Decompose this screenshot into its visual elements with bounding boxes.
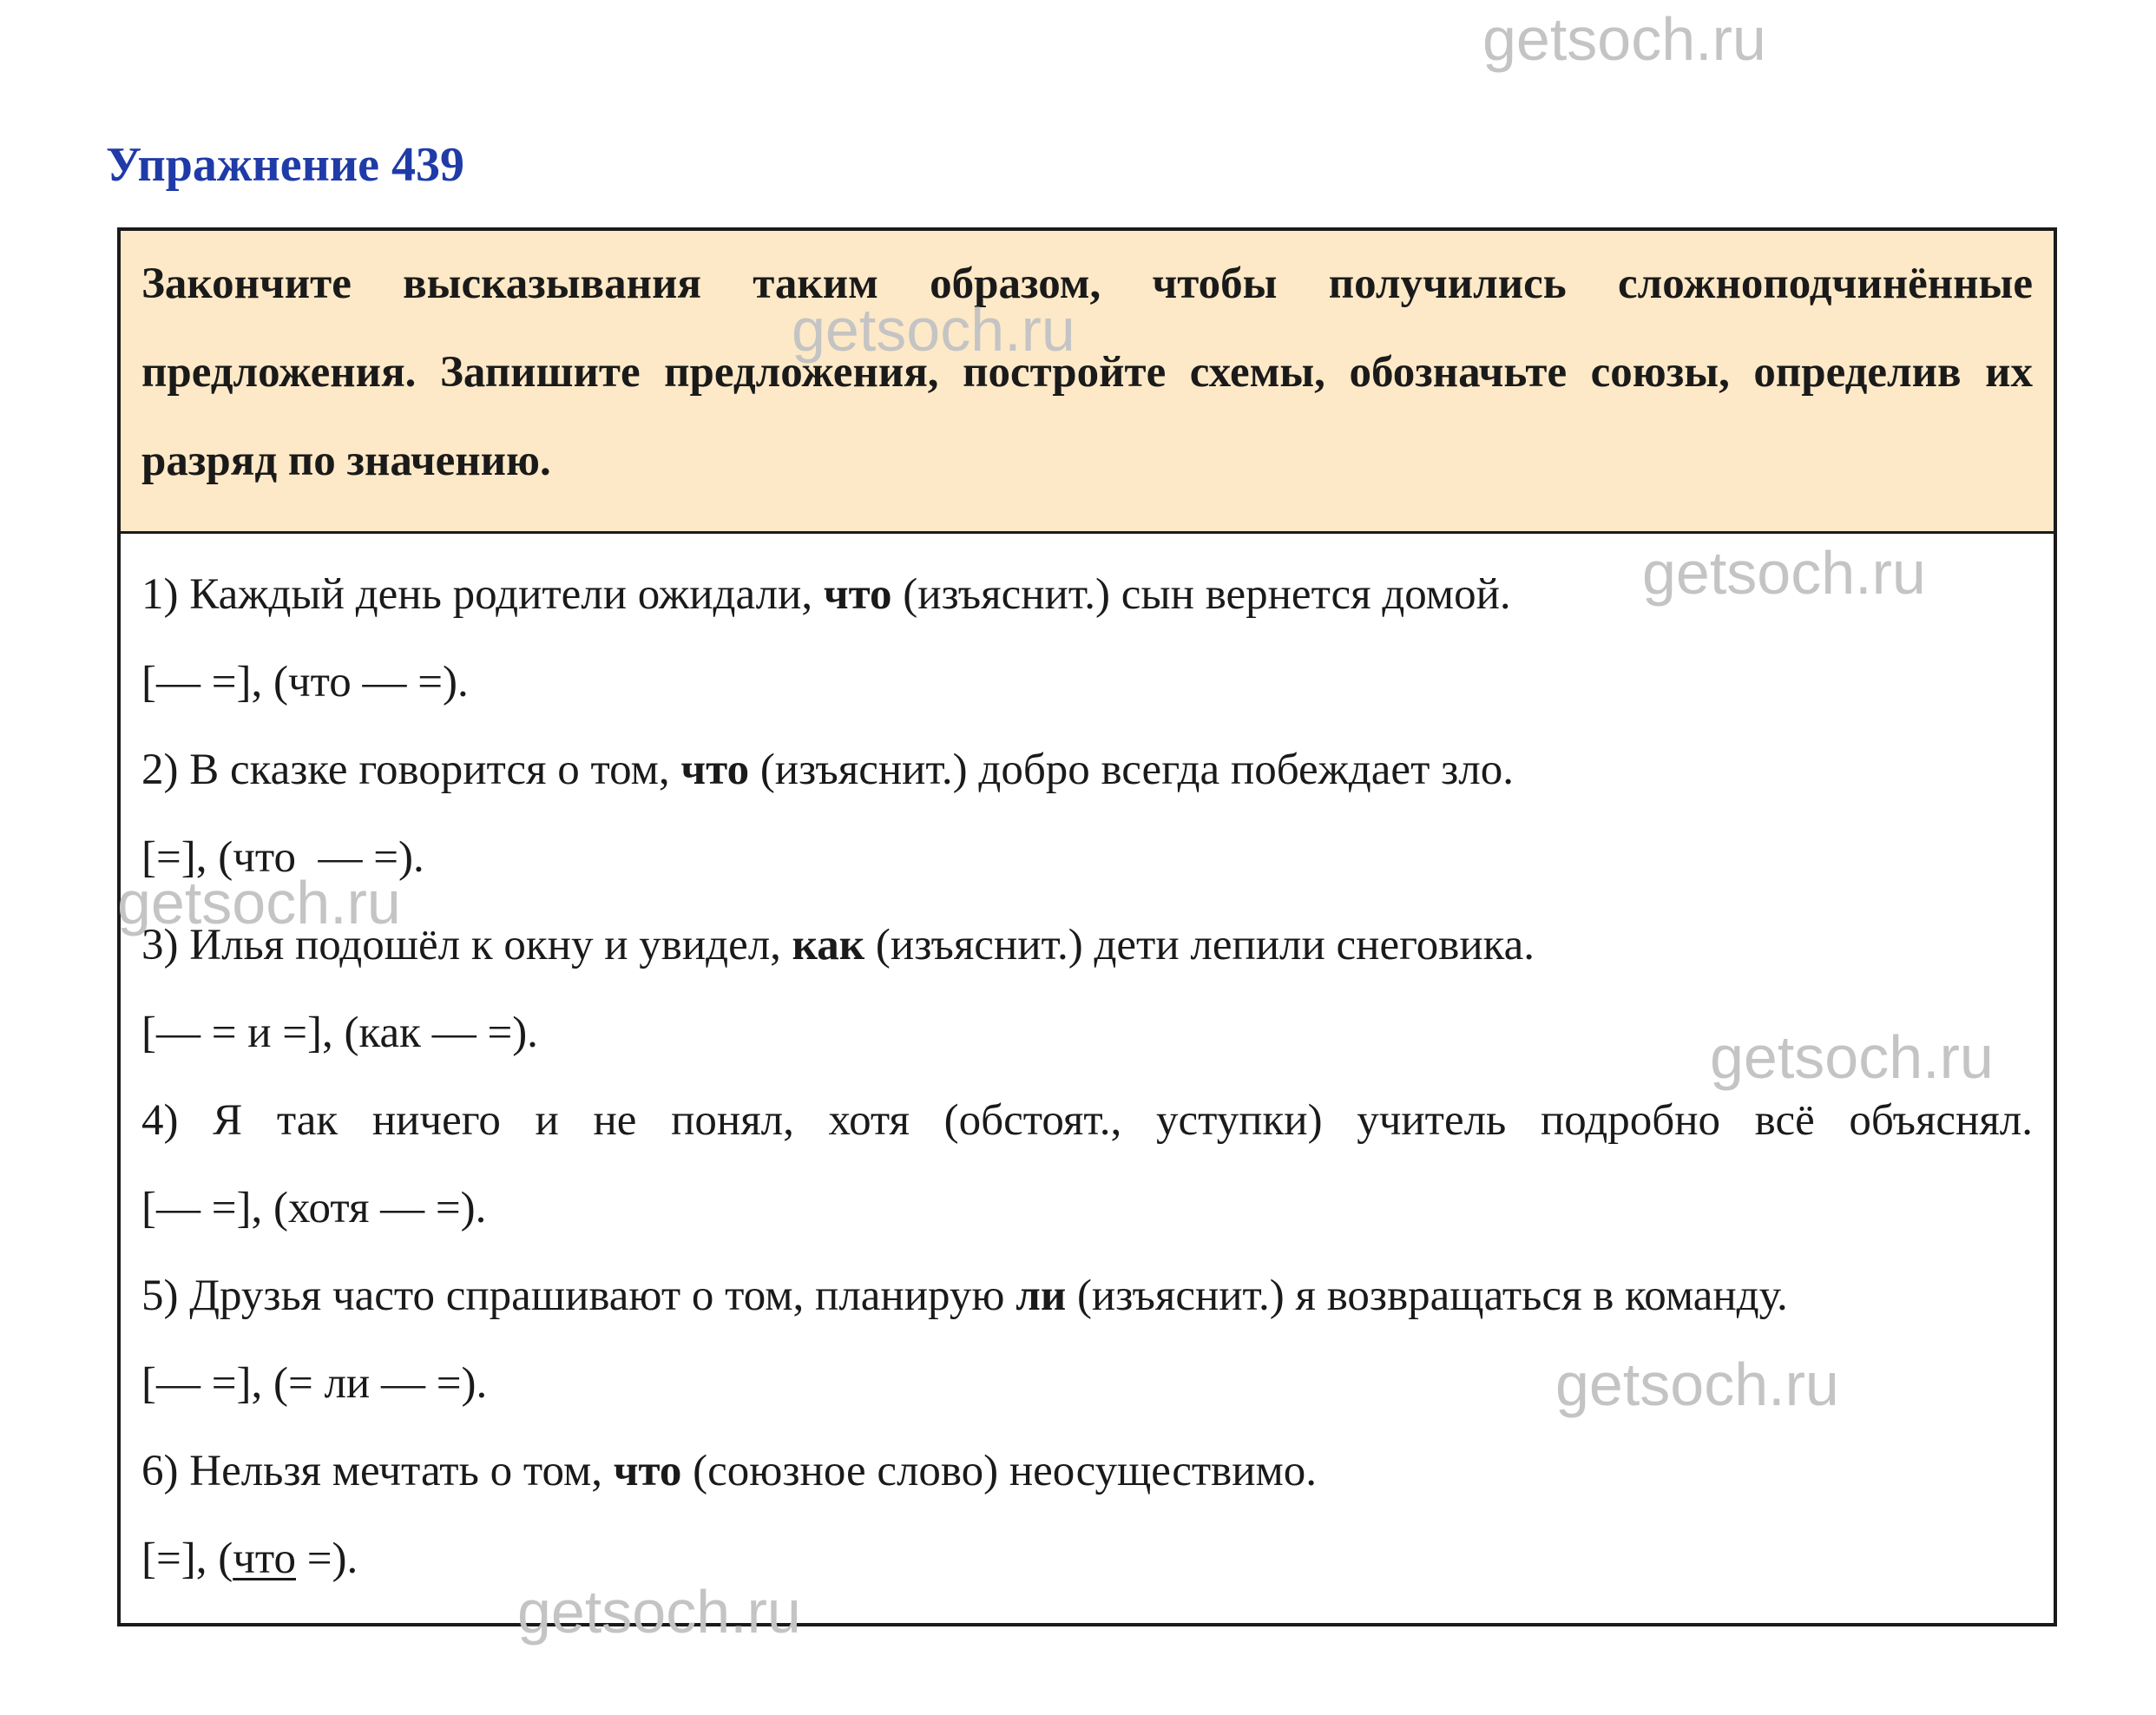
answers-list <box>121 534 2054 1603</box>
watermark: getsoch.ru <box>1482 5 1766 73</box>
answer-scheme-5: [— =], (= ли — =). <box>141 1359 488 1408</box>
answer-sentence-5: 5) Друзья часто спрашивают о том, планирую ли (изъяснит.) я возвращаться в команду. <box>141 1271 1788 1320</box>
watermark: getsoch.ru <box>792 296 1075 364</box>
watermark: getsoch.ru <box>117 869 401 936</box>
underlined-conjunction: что <box>233 1534 296 1583</box>
conjunction: что <box>613 1447 682 1495</box>
exercise-title: Упражнение 439 <box>106 138 465 192</box>
conjunction: как <box>792 921 865 969</box>
answer-scheme-3: [— = и =], (как — =). <box>141 1009 538 1057</box>
task-panel <box>121 231 2054 534</box>
answer-sentence-1: 1) Каждый день родители ожидали, что (изъяснит.) сын вернется домой. <box>141 570 1511 619</box>
answer-sentence-4: 4) Я так ничего и не понял, хотя (обстоят., уступки) учитель подробно всё объяснял. <box>141 1096 2033 1145</box>
watermark: getsoch.ru <box>1710 1023 1994 1091</box>
watermark: getsoch.ru <box>1642 539 1926 607</box>
answer-scheme-4: [— =], (хотя — =). <box>141 1184 487 1232</box>
answer-scheme-2: [=], (что — =). <box>141 833 424 882</box>
conjunction: что <box>823 570 892 619</box>
answer-scheme-6: [=], (что =). <box>141 1534 358 1583</box>
watermark: getsoch.ru <box>517 1578 801 1646</box>
task-text: Закончите высказывания таким образом, чтобы получились сложноподчинённые предложения. Запишите предложения, постройте схемы, обозначьте союзы, определив их разряд по значению. <box>141 260 2033 485</box>
watermark: getsoch.ru <box>1555 1350 1839 1418</box>
conjunction: что <box>680 746 750 794</box>
exercise-box <box>117 227 2057 1626</box>
conjunction: ли <box>1016 1271 1067 1320</box>
answer-scheme-1: [— =], (что — =). <box>141 658 469 706</box>
answer-sentence-3: 3) Илья подошёл к окну и увидел, как (изъяснит.) дети лепили снеговика. <box>141 921 1535 969</box>
answer-sentence-2: 2) В сказке говорится о том, что (изъяснит.) добро всегда побеждает зло. <box>141 746 1514 794</box>
answer-sentence-6: 6) Нельзя мечтать о том, что (союзное слово) неосуществимо. <box>141 1447 1318 1495</box>
